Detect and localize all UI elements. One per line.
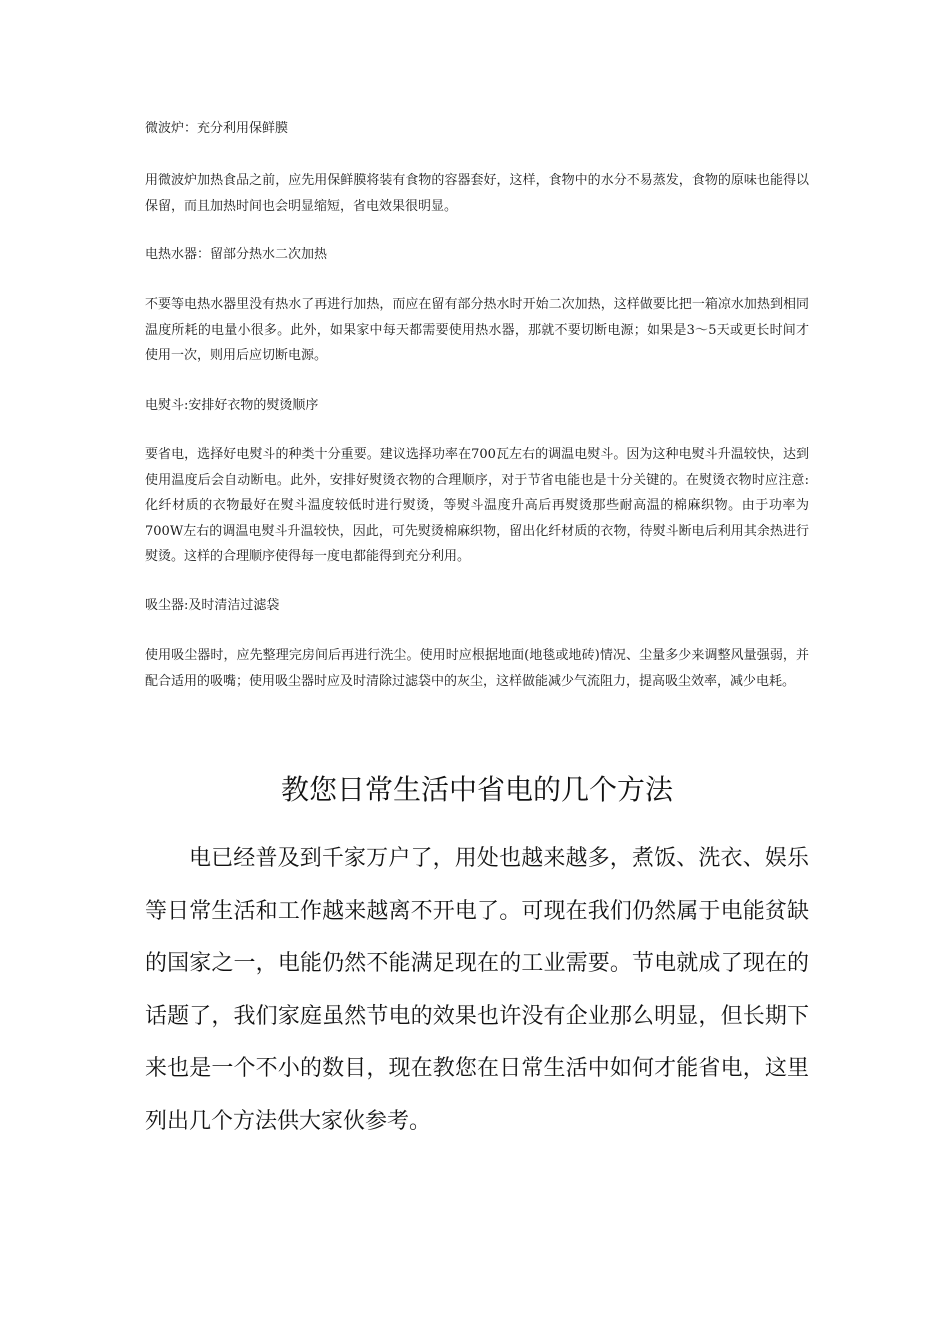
section-body-vacuum: 使用吸尘器时，应先整理完房间后再进行洗尘。使用时应根据地面(地毯或地砖)情况、尘量多少来调整风量强弱，并配合适用的吸嘴；使用吸尘器时应及时清除过滤袋中的灰尘，这样做能减少气流阻力，提高吸尘效率，减少电耗。 — [145, 648, 809, 689]
section-heading-water-heater: 电热水器：留部分热水二次加热 — [145, 247, 328, 262]
article-title: 教您日常生活中省电的几个方法 — [280, 773, 673, 806]
section-body-iron: 要省电，选择好电熨斗的种类十分重要。建议选择功率在700瓦左右的调温电熨斗。因为这种电熨斗升温较快，达到使用温度后会自动断电。此外，安排好熨烫衣物的合理顺序，对于节省电能也是十分关键的。在熨烫衣物时应注意:化纤材质的衣物最好在熨斗温度较低时进行熨烫，等熨斗温度升高后再熨烫那些耐高温的棉麻织物。由于功率为700W左右的调温电熨斗升温较快，因此，可先熨烫棉麻织物，留出化纤材质的衣物，待熨斗断电后利用其余热进行熨烫。这样的合理顺序使得每一度电都能得到充分利用。 — [145, 447, 809, 564]
section-body-microwave: 用微波炉加热食品之前，应先用保鲜膜将装有食物的容器套好，这样，食物中的水分不易蒸发，食物的原味也能得以保留，而且加热时间也会明显缩短，省电效果很明显。 — [145, 173, 809, 214]
section-body-water-heater: 不要等电热水器里没有热水了再进行加热，而应在留有部分热水时开始二次加热，这样做要比把一箱凉水加热到相同温度所耗的电量小很多。此外，如果家中每天都需要使用热水器，那就不要切断电源；如果是3～5天或更长时间才使用一次，则用后应切断电源。 — [145, 297, 809, 363]
article-intro: 电已经普及到千家万户了，用处也越来越多，煮饭、洗衣、娱乐等日常生活和工作越来越离不开电了。可现在我们仍然属于电能贫缺的国家之一，电能仍然不能满足现在的工业需要。节电就成了现在的话题了，我们家庭虽然节电的效果也许没有企业那么明显，但长期下来也是一个不小的数目，现在教您在日常生活中如何才能省电，这里列出几个方法供大家伙参考。 — [145, 846, 809, 1134]
section-heading-vacuum: 吸尘器:及时清洁过滤袋 — [145, 598, 280, 613]
section-heading-iron: 电熨斗:安排好衣物的熨烫顺序 — [145, 398, 319, 413]
section-heading-microwave: 微波炉：充分利用保鲜膜 — [145, 121, 289, 136]
